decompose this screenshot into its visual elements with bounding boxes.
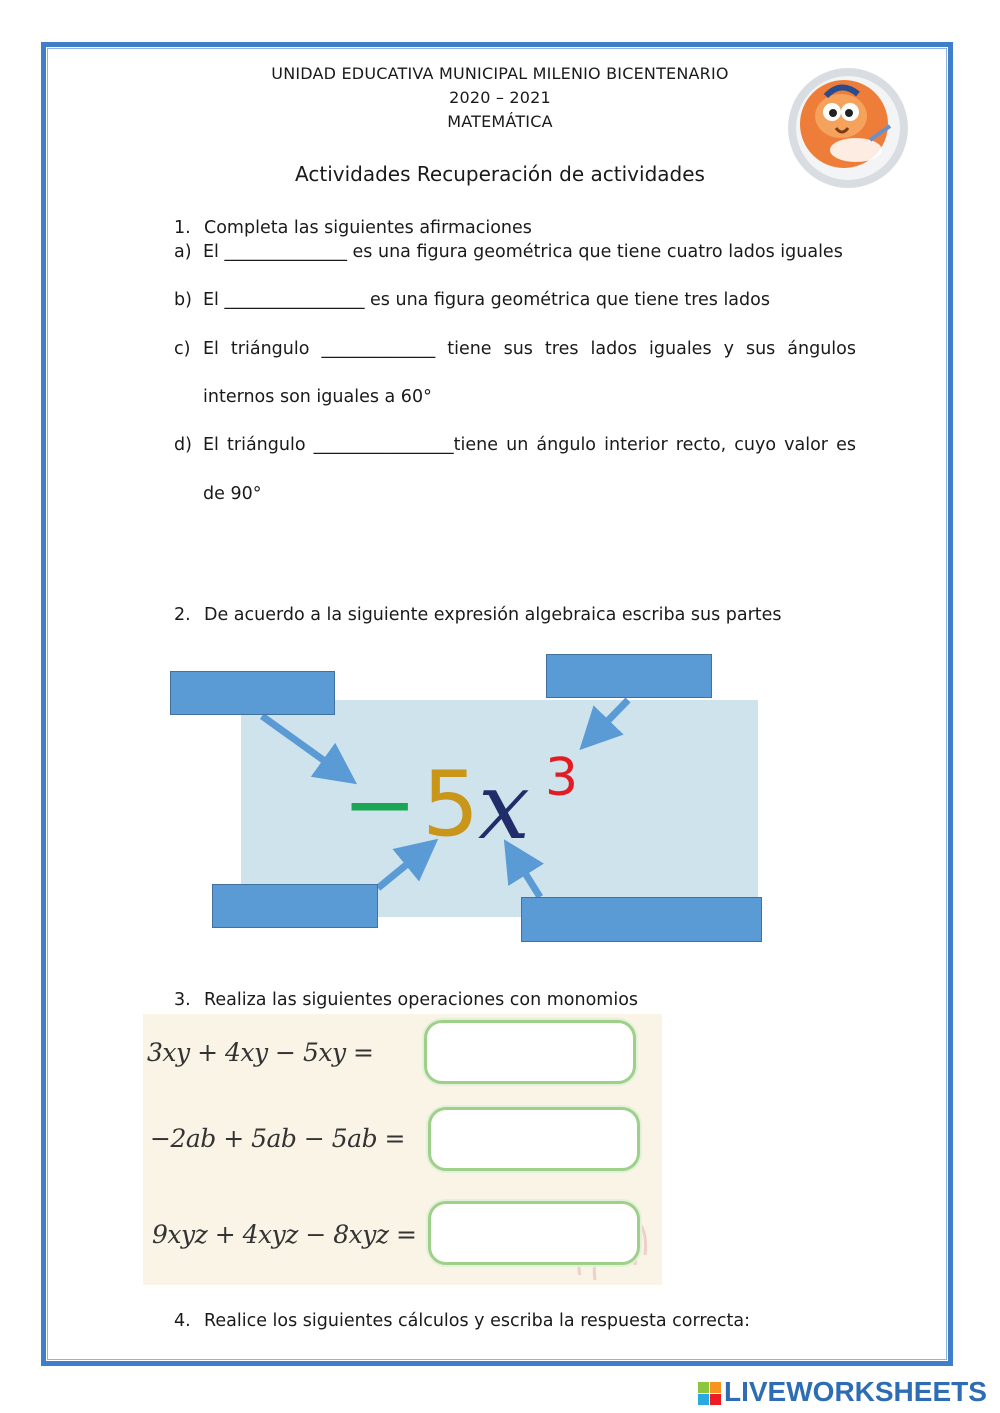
school-year: 2020 – 2021	[449, 88, 551, 107]
arrow-sign	[262, 716, 340, 772]
statement-label: c)	[174, 339, 191, 359]
arrow-variable	[515, 857, 540, 897]
answer-box-exponent[interactable]	[546, 654, 712, 698]
question-prompt: Realiza las siguientes operaciones con monomios	[204, 990, 639, 1010]
question-prompt: Completa las siguientes afirmaciones	[204, 218, 532, 238]
operation-1-answer-input[interactable]	[424, 1020, 636, 1084]
expression-exponent: 3	[545, 748, 579, 808]
answer-box-coefficient[interactable]	[212, 884, 378, 928]
question-number: 2.	[174, 605, 191, 625]
statement-label: a)	[174, 242, 192, 262]
operation-3-answer-input[interactable]	[428, 1201, 640, 1265]
question-prompt: De acuerdo a la siguiente expresión algebraica escriba sus partes	[204, 605, 782, 625]
school-name: UNIDAD EDUCATIVA MUNICIPAL MILENIO BICENTENARIO	[271, 64, 729, 83]
arrow-exponent	[594, 700, 628, 735]
statement-text[interactable]: El ________________ es una figura geométrica que tiene tres lados	[203, 290, 770, 310]
question-3	[174, 990, 638, 1010]
liveworksheets-logo-icon	[698, 1382, 722, 1406]
question-number: 4.	[174, 1311, 191, 1331]
statement-c-continuation: internos son iguales a 60°	[203, 387, 432, 407]
operation-2-answer-input[interactable]	[428, 1107, 640, 1171]
arrow-coefficient	[378, 852, 422, 888]
operation-2: −2ab + 5ab − 5ab =	[150, 1124, 405, 1153]
expression-sign: −	[342, 752, 418, 857]
operation-3: 9xyz + 4xyz − 8xyz =	[152, 1220, 417, 1249]
expression-variable: x	[478, 753, 530, 860]
statement-text[interactable]: El triángulo _____________ tiene sus tres lados iguales y sus ángulos	[203, 339, 856, 359]
page-title: Actividades Recuperación de actividades	[295, 162, 705, 186]
statement-text[interactable]: El ______________ es una figura geométrica que tiene cuatro lados iguales	[203, 242, 843, 262]
statement-text[interactable]: El triángulo ________________tiene un ángulo interior recto, cuyo valor es	[203, 435, 856, 455]
question-4	[174, 1311, 750, 1331]
liveworksheets-brand[interactable]: LIVEWORKSHEETS	[724, 1376, 987, 1407]
question-number: 3.	[174, 990, 191, 1010]
answer-box-sign[interactable]	[170, 671, 335, 715]
statement-d-continuation: de 90°	[203, 484, 262, 504]
subject: MATEMÁTICA	[447, 112, 553, 131]
question-number: 1.	[174, 218, 191, 238]
question-prompt: Realice los siguientes cálculos y escriba la respuesta correcta:	[204, 1311, 751, 1331]
statement-label: b)	[174, 290, 192, 310]
statement-label: d)	[174, 435, 192, 455]
expression-coefficient: 5	[422, 752, 480, 857]
operation-1: 3xy + 4xy − 5xy =	[147, 1038, 374, 1067]
answer-box-variable[interactable]	[521, 897, 762, 942]
